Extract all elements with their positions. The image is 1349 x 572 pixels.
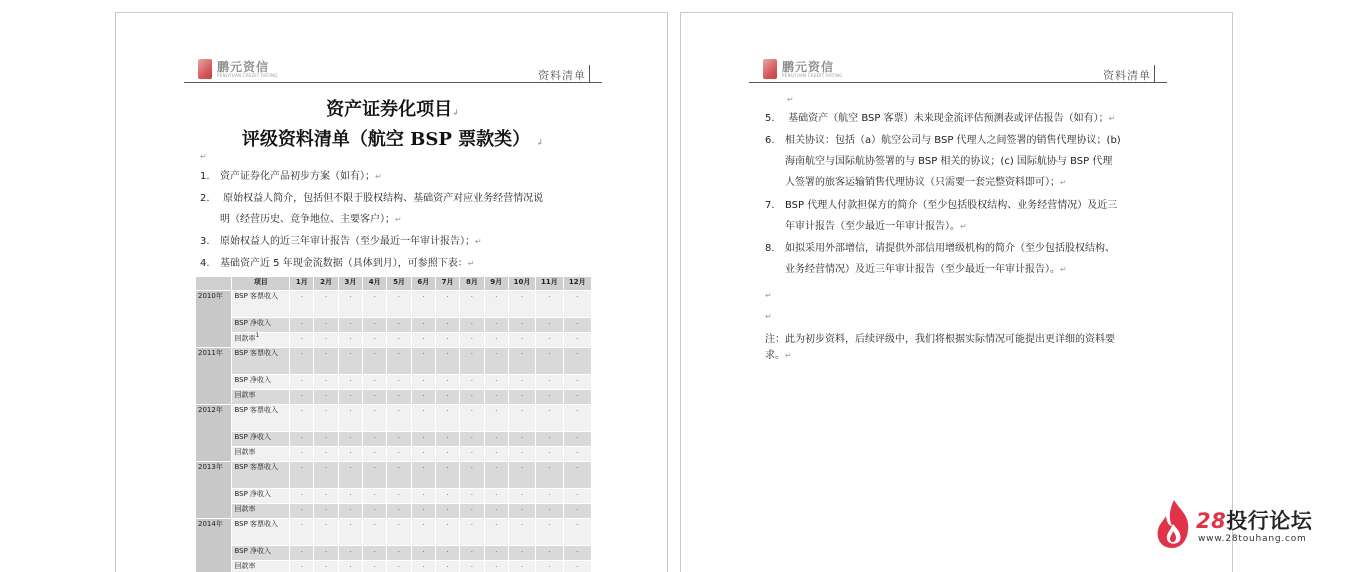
table-cell[interactable]: . (411, 348, 435, 375)
table-cell[interactable]: . (536, 432, 563, 447)
table-cell[interactable]: . (508, 348, 535, 375)
empty-paragraph: ↵ (200, 152, 207, 161)
table-cell[interactable]: . (290, 432, 314, 447)
table-cell[interactable]: . (387, 489, 411, 504)
table-cell[interactable]: . (411, 390, 435, 405)
header-corner-tick (1154, 65, 1155, 82)
table-cell[interactable]: . (338, 489, 362, 504)
table-cell[interactable]: . (563, 519, 591, 546)
row-label-cell[interactable]: BSP 客票收入 (232, 405, 290, 432)
row-label-cell[interactable]: BSP 客票收入 (232, 462, 290, 489)
table-cell[interactable]: . (338, 462, 362, 489)
table-cell[interactable]: . (484, 447, 508, 462)
table-header-cell[interactable]: 5月 (387, 277, 411, 291)
table-row (196, 561, 592, 572)
table-row (196, 375, 592, 390)
table-cell[interactable]: . (411, 375, 435, 390)
table-cell[interactable]: . (435, 375, 459, 390)
table-cell[interactable]: . (460, 405, 484, 432)
table-cell[interactable]: . (563, 462, 591, 489)
row-label-cell[interactable]: 回款率$^1$ (232, 333, 290, 348)
table-cell[interactable]: . (484, 432, 508, 447)
table-cell[interactable]: . (484, 546, 508, 561)
table-cell[interactable]: . (508, 546, 535, 561)
table-header-cell[interactable]: 4月 (363, 277, 387, 291)
forum-watermark (1154, 496, 1329, 551)
table-cell[interactable]: . (363, 375, 387, 390)
table-cell[interactable]: . (536, 291, 563, 318)
table-cell[interactable]: . (290, 504, 314, 519)
table-cell[interactable]: . (484, 291, 508, 318)
header-right-text: 资料清单 (538, 67, 586, 83)
forum-url: www.28touhang.com (1198, 534, 1307, 544)
table-cell[interactable]: . (536, 375, 563, 390)
table-cell[interactable]: . (435, 390, 459, 405)
table-cell[interactable]: . (411, 318, 435, 333)
table-cell[interactable]: . (563, 504, 591, 519)
table-cell[interactable]: . (338, 390, 362, 405)
table-cell[interactable]: . (411, 462, 435, 489)
table-cell[interactable]: . (314, 504, 338, 519)
table-cell[interactable]: . (411, 405, 435, 432)
table-cell[interactable]: . (290, 333, 314, 348)
forum-brand: 28投行论坛 (1196, 505, 1312, 535)
doc-title-line1[interactable]: 资产证券化项目↲ (116, 95, 668, 121)
table-cell[interactable]: . (338, 405, 362, 432)
company-name: 鹏元资信 (782, 58, 834, 75)
table-cell[interactable]: . (411, 432, 435, 447)
table-cell[interactable]: . (435, 348, 459, 375)
table-cell[interactable]: . (338, 333, 362, 348)
table-cell[interactable]: . (314, 348, 338, 375)
table-cell[interactable]: . (563, 489, 591, 504)
company-subtitle: PENGYUAN CREDIT RATING (782, 73, 843, 78)
table-cell[interactable]: . (314, 447, 338, 462)
document-page-2 (680, 12, 1233, 572)
table-cell[interactable]: . (484, 519, 508, 546)
table-cell[interactable]: . (338, 504, 362, 519)
list-item-5[interactable]: 5. 基础资产（航空 BSP 客票）未来现金流评估预测表或评估报告（如有）；↵ (765, 108, 1165, 129)
year-cell[interactable]: 2011年 (196, 348, 232, 405)
table-cell[interactable]: . (536, 561, 563, 572)
table-cell[interactable]: . (387, 291, 411, 318)
table-cell[interactable]: . (290, 348, 314, 375)
row-label-cell[interactable]: BSP 净收入 (232, 432, 290, 447)
table-cell[interactable]: . (484, 348, 508, 375)
table-cell[interactable]: . (460, 432, 484, 447)
table-cell[interactable]: . (290, 291, 314, 318)
table-header-row (196, 277, 592, 291)
table-header-cell[interactable]: 1月 (290, 277, 314, 291)
table-cell[interactable]: . (563, 318, 591, 333)
cashflow-table[interactable] (195, 276, 592, 572)
table-cell[interactable]: . (387, 333, 411, 348)
table-cell[interactable]: . (484, 561, 508, 572)
list-item-1[interactable]: 1. 资产证券化产品初步方案（如有）；↵ (200, 166, 600, 187)
table-header-cell[interactable]: 11月 (536, 277, 563, 291)
table-cell[interactable]: . (338, 291, 362, 318)
table-cell[interactable]: . (290, 405, 314, 432)
table-cell[interactable]: . (411, 489, 435, 504)
year-cell[interactable]: 2013年 (196, 462, 232, 519)
table-cell[interactable]: . (363, 561, 387, 572)
table-cell[interactable]: . (314, 390, 338, 405)
table-cell[interactable]: . (484, 318, 508, 333)
table-cell[interactable]: . (563, 333, 591, 348)
table-row (196, 462, 592, 489)
table-cell[interactable]: . (435, 405, 459, 432)
table-cell[interactable]: . (508, 519, 535, 546)
table-cell[interactable]: . (290, 561, 314, 572)
table-cell[interactable]: . (290, 519, 314, 546)
table-cell[interactable]: . (508, 333, 535, 348)
table-header-cell[interactable]: 8月 (460, 277, 484, 291)
document-page-1 (115, 12, 668, 572)
table-header-cell[interactable]: 2月 (314, 277, 338, 291)
row-label-cell[interactable]: BSP 净收入 (232, 318, 290, 333)
table-cell[interactable]: . (460, 462, 484, 489)
table-cell[interactable]: . (460, 390, 484, 405)
table-row (196, 348, 592, 375)
table-cell[interactable]: . (435, 546, 459, 561)
table-cell[interactable]: . (460, 375, 484, 390)
table-cell[interactable]: . (484, 489, 508, 504)
table-cell[interactable]: . (290, 462, 314, 489)
table-cell[interactable]: . (508, 432, 535, 447)
table-cell[interactable]: . (484, 375, 508, 390)
table-cell[interactable]: . (314, 405, 338, 432)
table-cell[interactable]: . (460, 333, 484, 348)
table-cell[interactable]: . (460, 519, 484, 546)
table-cell[interactable]: . (563, 561, 591, 572)
table-cell[interactable]: . (484, 405, 508, 432)
table-cell[interactable]: . (338, 348, 362, 375)
table-cell[interactable]: . (536, 447, 563, 462)
table-header-cell[interactable]: 12月 (563, 277, 591, 291)
table-cell[interactable]: . (387, 462, 411, 489)
table-cell[interactable]: . (536, 318, 563, 333)
table-header-cell[interactable] (196, 277, 232, 291)
table-cell[interactable]: . (484, 333, 508, 348)
table-cell[interactable]: . (460, 546, 484, 561)
table-cell[interactable]: . (435, 504, 459, 519)
list-item-7[interactable]: 7. BSP 代理人付款担保方的简介（至少包括股权结构、业务经营情况）及近三 年审计报告（至少最近一年审计报告）。↵ (765, 195, 1165, 237)
table-cell[interactable]: . (508, 447, 535, 462)
table-row (196, 291, 592, 318)
empty-paragraph: ↵ (765, 291, 772, 300)
table-cell[interactable]: . (536, 546, 563, 561)
table-cell[interactable]: . (314, 561, 338, 572)
table-cell[interactable]: . (363, 348, 387, 375)
list-item-3[interactable]: 3. 原始权益人的近三年审计报告（至少最近一年审计报告）；↵ (200, 231, 600, 252)
year-cell[interactable]: 2010年 (196, 291, 232, 348)
table-cell[interactable]: . (290, 318, 314, 333)
table-cell[interactable]: . (484, 504, 508, 519)
table-cell[interactable]: . (363, 432, 387, 447)
table-cell[interactable]: . (411, 447, 435, 462)
table-cell[interactable]: . (435, 519, 459, 546)
table-cell[interactable]: . (508, 291, 535, 318)
table-cell[interactable]: . (536, 348, 563, 375)
table-cell[interactable]: . (536, 489, 563, 504)
table-cell[interactable]: . (314, 318, 338, 333)
table-cell[interactable]: . (563, 390, 591, 405)
table-cell[interactable]: . (508, 489, 535, 504)
row-label-cell[interactable]: BSP 净收入 (232, 546, 290, 561)
year-cell[interactable]: 2014年 (196, 519, 232, 572)
table-cell[interactable]: . (460, 561, 484, 572)
table-cell[interactable]: . (290, 375, 314, 390)
table-cell[interactable]: . (411, 291, 435, 318)
table-cell[interactable]: . (508, 561, 535, 572)
table-cell[interactable]: . (387, 405, 411, 432)
empty-paragraph: ↵ (787, 95, 794, 104)
table-cell[interactable]: . (387, 504, 411, 519)
table-cell[interactable]: . (435, 291, 459, 318)
table-cell[interactable]: . (435, 432, 459, 447)
table-cell[interactable]: . (387, 546, 411, 561)
table-cell[interactable]: . (290, 546, 314, 561)
table-cell[interactable]: . (460, 504, 484, 519)
list-item-4[interactable]: 4. 基础资产近 5 年现金流数据（具体到月），可参照下表：↵ (200, 253, 600, 274)
table-cell[interactable]: . (363, 546, 387, 561)
row-label-cell[interactable]: BSP 净收入 (232, 489, 290, 504)
doc-title-line2[interactable]: 评级资料清单（航空 BSP 票款类） ↲ (116, 125, 668, 151)
closing-note[interactable]: 注：此为初步资料，后续评级中，我们将根据实际情况可能提出更详细的资料要 求。↵ (765, 332, 1165, 364)
header-right-text: 资料清单 (1103, 67, 1151, 83)
table-cell[interactable]: . (563, 348, 591, 375)
row-label-cell[interactable]: 回款率 (232, 447, 290, 462)
table-cell[interactable]: . (435, 489, 459, 504)
table-cell[interactable]: . (363, 462, 387, 489)
table-cell[interactable]: . (314, 489, 338, 504)
table-cell[interactable]: . (290, 390, 314, 405)
row-label-cell[interactable]: BSP 客票收入 (232, 291, 290, 318)
table-cell[interactable]: . (460, 291, 484, 318)
table-header-cell[interactable]: 3月 (338, 277, 362, 291)
table-cell[interactable]: . (536, 504, 563, 519)
table-cell[interactable]: . (435, 333, 459, 348)
table-cell[interactable]: . (314, 546, 338, 561)
table-cell[interactable]: . (460, 348, 484, 375)
table-row (196, 519, 592, 546)
table-cell[interactable]: . (411, 519, 435, 546)
table-cell[interactable]: . (484, 390, 508, 405)
table-row (196, 489, 592, 504)
table-row (196, 390, 592, 405)
table-cell[interactable]: . (363, 447, 387, 462)
table-cell[interactable]: . (460, 489, 484, 504)
table-row (196, 333, 592, 348)
table-cell[interactable]: . (563, 432, 591, 447)
table-cell[interactable]: . (387, 519, 411, 546)
table-cell[interactable]: . (363, 318, 387, 333)
table-cell[interactable]: . (536, 333, 563, 348)
table-header-cell[interactable]: 项目 (232, 277, 290, 291)
table-cell[interactable]: . (387, 318, 411, 333)
table-cell[interactable]: . (338, 546, 362, 561)
table-cell[interactable]: . (387, 375, 411, 390)
table-cell[interactable]: . (508, 504, 535, 519)
table-row (196, 546, 592, 561)
table-cell[interactable]: . (338, 432, 362, 447)
table-header-cell[interactable]: 6月 (411, 277, 435, 291)
table-cell[interactable]: . (314, 291, 338, 318)
table-cell[interactable]: . (290, 447, 314, 462)
company-name: 鹏元资信 (217, 58, 269, 75)
table-cell[interactable]: . (338, 519, 362, 546)
table-cell[interactable]: . (536, 462, 563, 489)
table-cell[interactable]: . (387, 447, 411, 462)
table-header-cell[interactable]: 10月 (508, 277, 535, 291)
table-cell[interactable]: . (314, 432, 338, 447)
table-cell[interactable]: . (508, 462, 535, 489)
table-cell[interactable]: . (411, 333, 435, 348)
table-cell[interactable]: . (387, 561, 411, 572)
table-row (196, 504, 592, 519)
row-label-cell[interactable]: BSP 客票收入 (232, 519, 290, 546)
table-cell[interactable]: . (536, 519, 563, 546)
pengyuan-logo-icon (198, 59, 212, 79)
table-cell[interactable]: . (363, 390, 387, 405)
table-cell[interactable]: . (314, 333, 338, 348)
row-label-cell[interactable]: BSP 客票收入 (232, 348, 290, 375)
table-cell[interactable]: . (363, 504, 387, 519)
table-cell[interactable]: . (363, 405, 387, 432)
year-cell[interactable]: 2012年 (196, 405, 232, 462)
table-cell[interactable]: . (363, 519, 387, 546)
table-cell[interactable]: . (484, 462, 508, 489)
table-cell[interactable]: . (536, 390, 563, 405)
table-cell[interactable]: . (338, 318, 362, 333)
table-cell[interactable]: . (536, 405, 563, 432)
table-header-cell[interactable]: 7月 (435, 277, 459, 291)
table-cell[interactable]: . (435, 318, 459, 333)
table-cell[interactable]: . (314, 462, 338, 489)
table-cell[interactable]: . (363, 489, 387, 504)
table-cell[interactable]: . (508, 390, 535, 405)
table-cell[interactable]: . (314, 375, 338, 390)
table-cell[interactable]: . (363, 291, 387, 318)
table-row (196, 318, 592, 333)
table-cell[interactable]: . (411, 561, 435, 572)
table-cell[interactable]: . (387, 432, 411, 447)
row-label-cell[interactable]: 回款率 (232, 504, 290, 519)
row-label-cell[interactable]: 回款率 (232, 390, 290, 405)
table-header-cell[interactable]: 9月 (484, 277, 508, 291)
table-cell[interactable]: . (290, 489, 314, 504)
table-cell[interactable]: . (435, 561, 459, 572)
table-cell[interactable]: . (363, 333, 387, 348)
table-cell[interactable]: . (411, 546, 435, 561)
row-label-cell[interactable]: 回款率 (232, 561, 290, 572)
list-item-2[interactable]: 2. 原始权益人简介，包括但不限于股权结构、基础资产对应业务经营情况说 明（经营历史、竞争地位、主要客户）；↵ (200, 188, 600, 230)
pengyuan-logo-icon (763, 59, 777, 79)
table-row (196, 432, 592, 447)
list-item-6[interactable]: 6. 相关协议：包括（a）航空公司与 BSP 代理人之间签署的销售代理协议；(b) 海南航空与国际航协签署的与 BSP 相关的协议；(c) 国际航协与 BSP 代理 人签署的旅客运输销售代理协议（只需要一套完整资料即可）；↵ (765, 130, 1165, 193)
table-cell[interactable]: . (411, 504, 435, 519)
company-subtitle: PENGYUAN CREDIT RATING (217, 73, 278, 78)
table-cell[interactable]: . (460, 318, 484, 333)
table-cell[interactable]: . (563, 291, 591, 318)
table-cell[interactable]: . (338, 375, 362, 390)
table-cell[interactable]: . (387, 348, 411, 375)
header-corner-tick (589, 65, 590, 82)
table-cell[interactable]: . (387, 390, 411, 405)
table-cell[interactable]: . (314, 519, 338, 546)
table-row (196, 405, 592, 432)
table-cell[interactable]: . (563, 375, 591, 390)
empty-paragraph: ↵ (765, 312, 772, 321)
row-label-cell[interactable]: BSP 净收入 (232, 375, 290, 390)
table-cell[interactable]: . (563, 546, 591, 561)
table-cell[interactable]: . (435, 447, 459, 462)
header-rule (749, 82, 1167, 83)
table-cell[interactable]: . (508, 405, 535, 432)
page-header (749, 55, 1167, 85)
page-header (184, 55, 602, 85)
flame-logo-icon (1154, 498, 1194, 550)
table-cell[interactable]: . (508, 375, 535, 390)
list-item-8[interactable]: 8. 如拟采用外部增信，请提供外部信用增级机构的简介（至少包括股权结构、 业务经营情况）及近三年审计报告（至少最近一年审计报告）。↵ (765, 238, 1165, 280)
table-row (196, 447, 592, 462)
table-cell[interactable]: . (338, 447, 362, 462)
table-cell[interactable]: . (460, 447, 484, 462)
table-cell[interactable]: . (338, 561, 362, 572)
table-cell[interactable]: . (563, 405, 591, 432)
table-cell[interactable]: . (508, 318, 535, 333)
header-rule (184, 82, 602, 83)
table-cell[interactable]: . (435, 462, 459, 489)
table-cell[interactable]: . (563, 447, 591, 462)
